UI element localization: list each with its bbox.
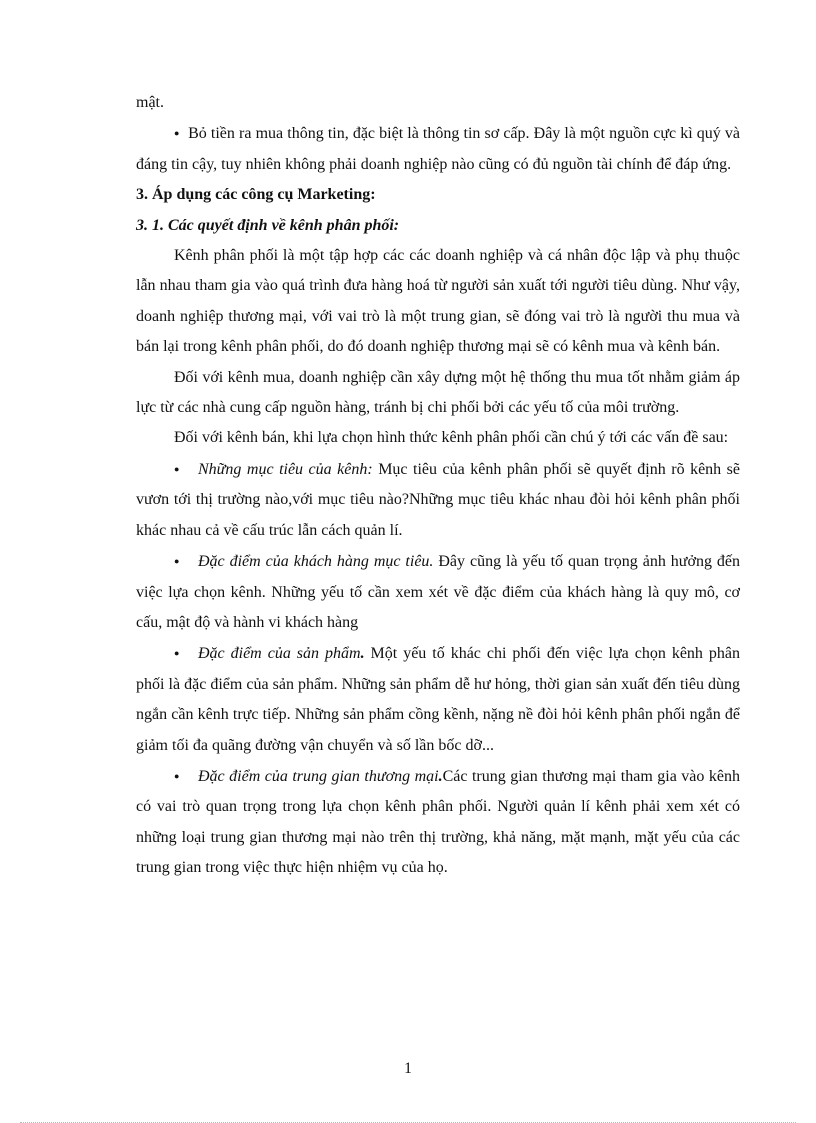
bullet-text: Đây cũng là yếu tố quan trọng ảnh hưởng đến việc lựa chọn kênh. Những yếu tố cần xem xét về đặc điểm của khách hàng là quy mô, cơ cấu, mật độ và hành vi khách hàng xyxy=(136,553,740,631)
subsection-heading: 3. 1. Các quyết định về kênh phân phối: xyxy=(136,216,400,234)
paragraph-continuation: mật. xyxy=(136,94,164,111)
document-page xyxy=(136,88,740,884)
bullet-text: Các trung gian thương mại tham gia vào kênh có vai trò quan trọng trong lựa chọn kênh phân phối. Người quản lí kênh phải xem xét có những loại trung gian thương mại nào trên thị trường, khả năng, mặt mạnh, mặt yếu của các trung gian trong việc thực hiện nhiệm vụ của họ. xyxy=(136,767,741,877)
bullet-label-dot: . xyxy=(360,645,365,663)
section-heading: 3. Áp dụng các công cụ Marketing: xyxy=(136,186,376,204)
bullet-label: Đặc điểm của khách hàng mục tiêu. xyxy=(198,553,434,571)
bullet-label: Những mục tiêu của kênh: xyxy=(198,460,373,478)
paragraph: Đối với kênh mua, doanh nghiệp cần xây dựng một hệ thống thu mua tốt nhằm giảm áp lực từ các nhà cung cấp nguồn hàng, tránh bị chi phối bởi các yếu tố của môi trường. xyxy=(136,368,740,417)
bullet-icon: ● xyxy=(174,648,180,659)
bullet-icon: ● xyxy=(174,556,180,567)
bullet-paragraph xyxy=(136,454,740,546)
bullet-label: Đặc điểm của sản phẩm xyxy=(198,645,361,663)
bullet-paragraph xyxy=(136,761,740,884)
paragraph: Kênh phân phối là một tập hợp các các doanh nghiệp và cá nhân độc lập và phụ thuộc lẫn nhau tham gia vào quá trình đưa hàng hoá từ người sản xuất tới người tiêu dùng. Như vậy, doanh nghiệp thương mại, với vai trò là một trung gian, sẽ đóng vai trò là người thu mua và bán lại trong kênh phân phối, do đó doanh nghiệp thương mại sẽ có kênh mua và kênh bán. xyxy=(136,247,740,356)
paragraph: Đối với kênh bán, khi lựa chọn hình thức kênh phân phối cần chú ý tới các vấn đề sau: xyxy=(174,429,729,447)
bullet-text: Mục tiêu của kênh phân phối sẽ quyết định rõ kênh sẽ vươn tới thị trường nào,với mục tiêu nào?Những mục tiêu khác nhau đòi hỏi kênh phân phối khác nhau cả về cấu trúc lẫn cách quản lí. xyxy=(136,460,740,539)
bullet-paragraph xyxy=(136,546,740,638)
bullet-label-dot: . xyxy=(438,767,443,785)
bullet-paragraph xyxy=(136,638,740,761)
bullet-icon: ● xyxy=(174,770,180,781)
bullet-text: Bỏ tiền ra mua thông tin, đặc biệt là thông tin sơ cấp. Đây là một nguồn cực kì quý và đáng tin cậy, tuy nhiên không phải doanh nghiệp nào cũng có đủ nguồn tài chính để đáp ứng. xyxy=(136,125,740,173)
bullet-icon: ● xyxy=(174,128,180,139)
bullet-label: Đặc điểm của trung gian thương mại xyxy=(198,767,439,785)
page-number: 1 xyxy=(404,1060,412,1077)
bullet-paragraph xyxy=(136,118,740,180)
bullet-icon: ● xyxy=(174,463,180,474)
bullet-text: Một yếu tố khác chi phối đến việc lựa chọn kênh phân phối là đặc điểm của sản phẩm. Những sản phẩm dễ hư hỏng, thời gian sản xuất đến tiêu dùng ngắn cần kênh trực tiếp. Những sản phẩm cồng kềnh, nặng nề đòi hỏi kênh phân phối ngắn để giảm tối đa quãng đường vận chuyển và số lần bốc dỡ... xyxy=(136,645,741,754)
